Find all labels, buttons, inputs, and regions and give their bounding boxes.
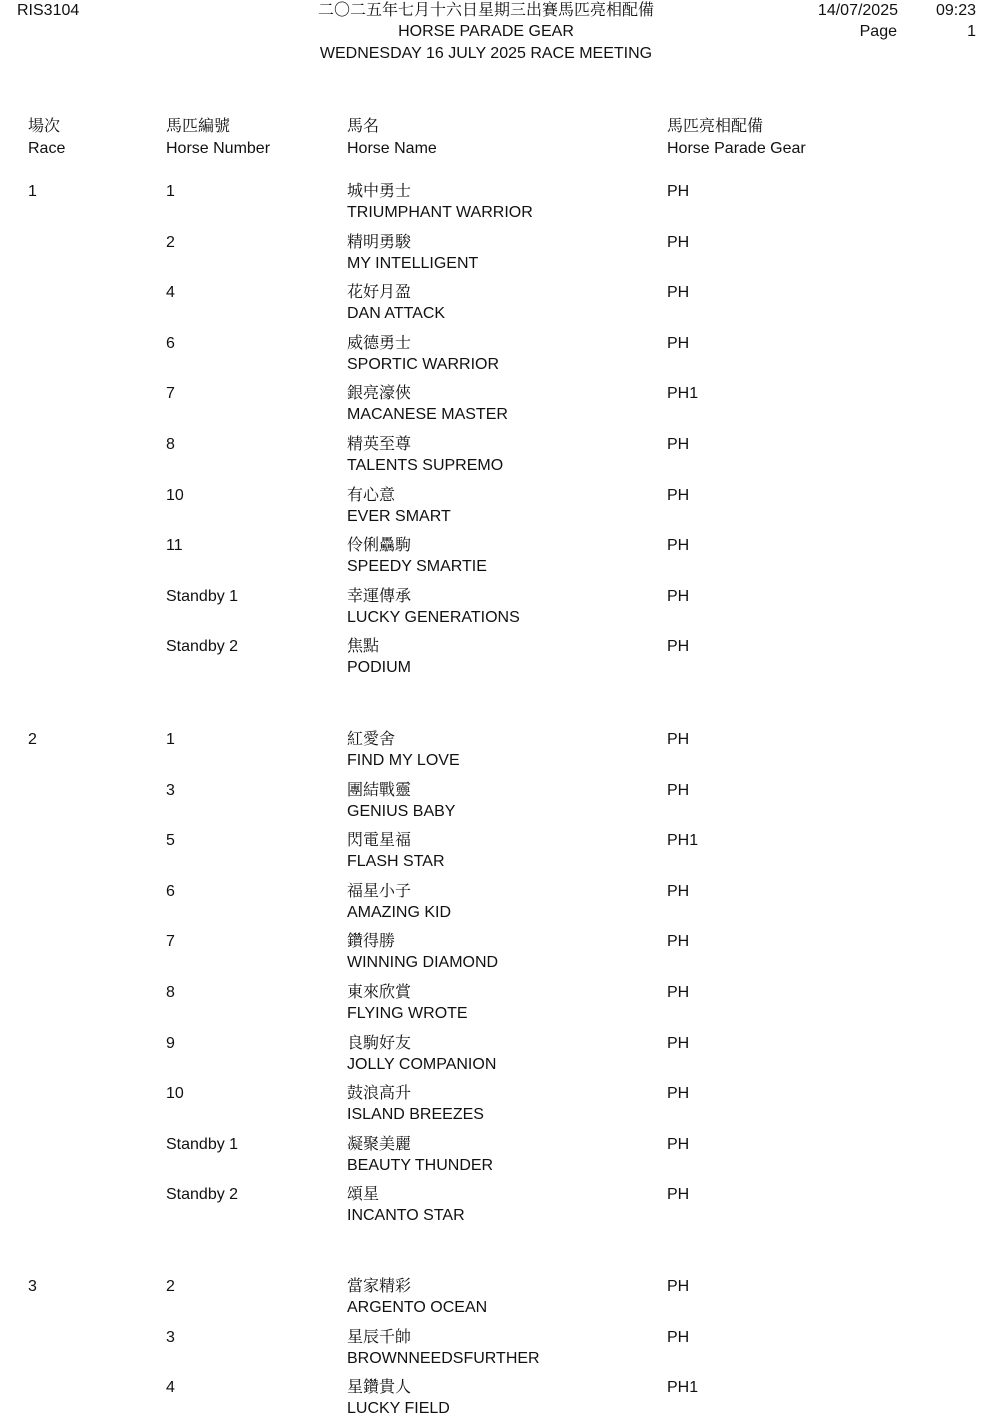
horse-number: 6	[166, 883, 175, 900]
horse-name-en: INCANTO STAR	[347, 1207, 465, 1224]
horse-name-en: MY INTELLIGENT	[347, 255, 479, 272]
horse-number: 7	[166, 385, 175, 402]
horse-number: 7	[166, 933, 175, 950]
horse-name-en: TALENTS SUPREMO	[347, 457, 504, 474]
horse-number: 1	[166, 731, 175, 748]
parade-gear: PH1	[667, 832, 699, 849]
horse-name-en: LUCKY FIELD	[347, 1400, 450, 1417]
horse-number: Standby 2	[166, 638, 239, 655]
page-label: Page	[859, 23, 897, 40]
parade-gear: PH	[667, 984, 690, 1001]
horse-name-en: MACANESE MASTER	[347, 406, 508, 423]
parade-gear: PH	[667, 183, 690, 200]
horse-number: 8	[166, 436, 175, 453]
horse-name-zh: 銀亮濠俠	[347, 383, 412, 402]
horse-name-zh: 良駒好友	[347, 1033, 412, 1052]
horse-number: 4	[166, 1379, 175, 1396]
horse-name-en: LUCKY GENERATIONS	[347, 609, 520, 626]
horse-name-en: FLASH STAR	[347, 853, 445, 870]
parade-gear: PH	[667, 588, 690, 605]
horse-number: Standby 2	[166, 1186, 239, 1203]
horse-name-zh: 精英至尊	[347, 434, 412, 453]
race-number: 1	[28, 183, 37, 200]
horse-name-zh: 鑽得勝	[347, 931, 396, 950]
parade-gear: PH	[667, 883, 690, 900]
horse-name-en: PODIUM	[347, 659, 411, 676]
horse-name-zh: 頌星	[347, 1184, 380, 1203]
column-header-name: Horse Name	[347, 140, 437, 157]
horse-name-en: DAN ATTACK	[347, 305, 446, 322]
column-header-number-zh: 馬匹編號	[166, 116, 231, 135]
horse-number: 3	[166, 1329, 175, 1346]
parade-gear: PH	[667, 1035, 690, 1052]
horse-name-en: BROWNNEEDSFURTHER	[347, 1350, 540, 1367]
parade-gear: PH	[667, 1085, 690, 1102]
horse-name-en: SPEEDY SMARTIE	[347, 558, 487, 575]
horse-name-en: TRIUMPHANT WARRIOR	[347, 204, 533, 221]
column-header-name-zh: 馬名	[347, 116, 380, 135]
parade-gear: PH	[667, 284, 690, 301]
horse-number: 8	[166, 984, 175, 1001]
parade-gear: PH	[667, 335, 690, 352]
parade-gear: PH	[667, 1136, 690, 1153]
horse-number: Standby 1	[166, 1136, 239, 1153]
parade-gear: PH	[667, 1278, 690, 1295]
horse-number: 3	[166, 782, 175, 799]
horse-name-zh: 伶俐驫駒	[347, 535, 412, 554]
horse-name-zh: 威德勇士	[347, 333, 412, 352]
horse-name-en: EVER SMART	[347, 508, 451, 525]
horse-name-zh: 花好月盈	[347, 282, 412, 301]
horse-number: 6	[166, 335, 175, 352]
horse-name-zh: 閃電星福	[347, 830, 412, 849]
parade-gear: PH	[667, 782, 690, 799]
parade-gear: PH	[667, 487, 690, 504]
print-time: 09:23	[935, 2, 976, 19]
report-title-zh: 二〇二五年七月十六日星期三出賽馬匹亮相配備	[317, 0, 654, 19]
horse-name-zh: 星鑽貴人	[347, 1377, 412, 1396]
horse-name-zh: 鼓浪高升	[347, 1083, 412, 1102]
parade-gear: PH	[667, 1329, 690, 1346]
horse-number: 9	[166, 1035, 175, 1052]
horse-number: 5	[166, 832, 175, 849]
parade-gear: PH	[667, 1186, 690, 1203]
report-title-en: HORSE PARADE GEAR	[398, 23, 574, 40]
parade-gear: PH	[667, 933, 690, 950]
column-header-number: Horse Number	[166, 140, 271, 157]
horse-number: 4	[166, 284, 175, 301]
column-header-race: Race	[28, 140, 66, 157]
horse-name-zh: 精明勇駿	[347, 232, 412, 251]
horse-number: 2	[166, 1278, 175, 1295]
horse-number: Standby 1	[166, 588, 239, 605]
parade-gear: PH	[667, 234, 690, 251]
race-number: 2	[28, 731, 37, 748]
horse-name-en: GENIUS BABY	[347, 803, 456, 820]
horse-name-zh: 團結戰靈	[347, 780, 412, 799]
horse-name-zh: 紅愛舍	[347, 729, 396, 748]
horse-name-zh: 焦點	[347, 636, 380, 655]
horse-name-zh: 東來欣賞	[347, 982, 412, 1001]
parade-gear: PH	[667, 537, 690, 554]
horse-number: 10	[166, 1085, 184, 1102]
horse-number: 10	[166, 487, 184, 504]
horse-name-en: WINNING DIAMOND	[347, 954, 499, 971]
horse-name-en: ARGENTO OCEAN	[347, 1299, 488, 1316]
horse-name-zh: 凝聚美麗	[347, 1134, 412, 1153]
horse-name-zh: 城中勇士	[347, 181, 412, 200]
parade-gear: PH1	[667, 1379, 699, 1396]
horse-name-zh: 福星小子	[347, 881, 412, 900]
horse-name-en: SPORTIC WARRIOR	[347, 356, 500, 373]
horse-name-zh: 幸運傳承	[347, 586, 412, 605]
parade-gear: PH1	[667, 385, 699, 402]
horse-name-en: ISLAND BREEZES	[347, 1106, 484, 1123]
column-header-gear: Horse Parade Gear	[667, 140, 806, 157]
horse-name-en: BEAUTY THUNDER	[347, 1157, 494, 1174]
column-header-race-zh: 場次	[28, 116, 61, 135]
horse-number: 11	[166, 537, 183, 554]
horse-number: 2	[166, 234, 175, 251]
race-meeting-title: WEDNESDAY 16 JULY 2025 RACE MEETING	[319, 45, 653, 62]
parade-gear: PH	[667, 731, 690, 748]
horse-name-zh: 有心意	[347, 485, 396, 504]
horse-name-en: FLYING WROTE	[347, 1005, 468, 1022]
race-number: 3	[28, 1278, 37, 1295]
parade-gear: PH	[667, 436, 690, 453]
parade-gear: PH	[667, 638, 690, 655]
horse-name-zh: 當家精彩	[347, 1276, 412, 1295]
print-date: 14/07/2025	[817, 2, 898, 19]
report-code: RIS3104	[17, 2, 80, 19]
page-number: 1	[967, 23, 976, 40]
horse-name-en: JOLLY COMPANION	[347, 1056, 497, 1073]
horse-number: 1	[166, 183, 175, 200]
column-header-gear-zh: 馬匹亮相配備	[667, 116, 764, 135]
horse-name-en: FIND MY LOVE	[347, 752, 460, 769]
horse-name-zh: 星辰千帥	[347, 1327, 412, 1346]
horse-name-en: AMAZING KID	[347, 904, 452, 921]
